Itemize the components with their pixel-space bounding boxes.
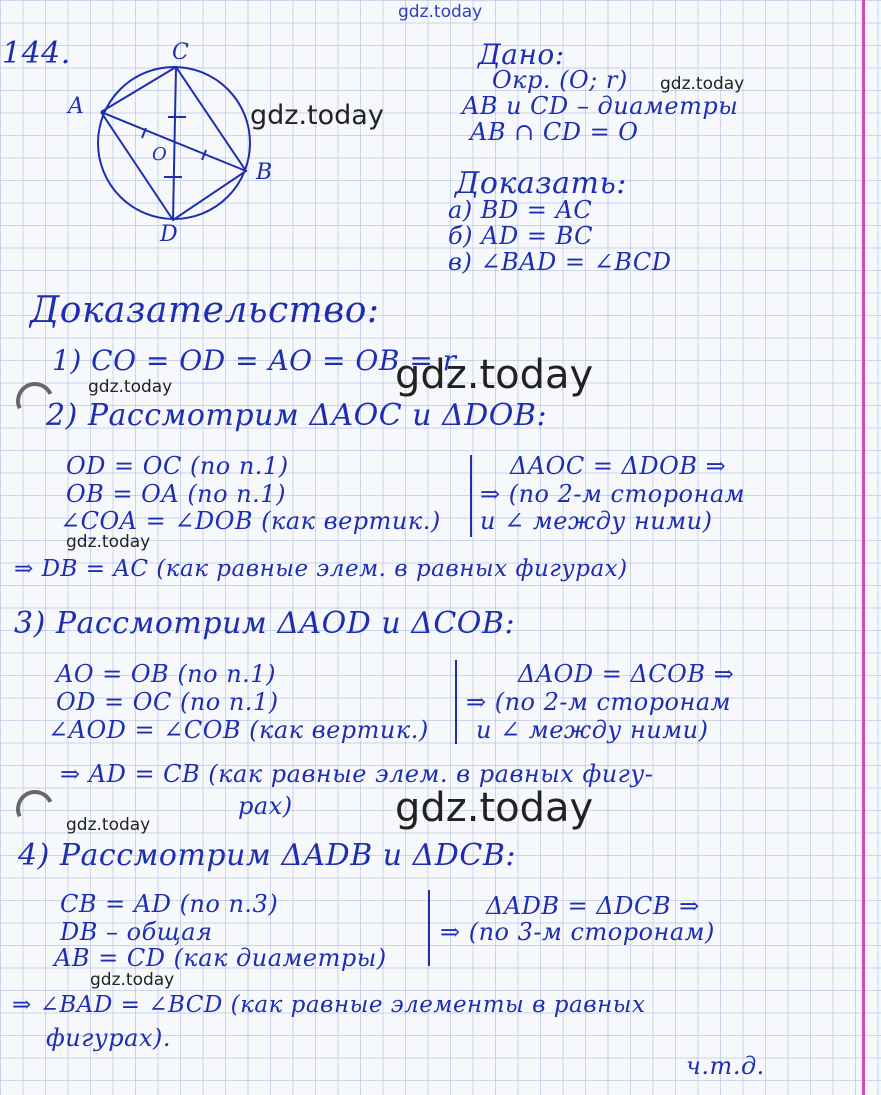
given-heading: Дано: — [478, 38, 565, 71]
brace — [455, 660, 457, 744]
step-4-left-line: DB – общая — [60, 918, 213, 946]
step-4-right-line: ΔADB = ΔDCB ⇒ — [486, 892, 700, 920]
prove-item: б) AD = BC — [448, 222, 594, 250]
step-3-conclusion: рах) — [238, 792, 293, 820]
step-2-left-line: OD = OC (по п.1) — [66, 452, 289, 480]
step-2-conclusion: ⇒ DB = AC (как равные элем. в равных фигурах) — [14, 556, 628, 582]
given-line: Окр. (O; r) — [492, 66, 628, 94]
step-2-right-line: ΔAOC = ΔDOB ⇒ — [510, 452, 727, 480]
step-3-right-line: ΔAOD = ΔCOB ⇒ — [518, 660, 735, 688]
step-4-left-line: AB = CD (как диаметры) — [54, 944, 387, 972]
step-4-conclusion: ⇒ ∠BAD = ∠BCD (как равные элементы в равных — [12, 992, 646, 1018]
problem-number: 144. — [2, 36, 71, 71]
proof-heading: Доказательство: — [30, 290, 380, 331]
step-2-right-line: ⇒ (по 2-м сторонам — [480, 480, 746, 508]
proof-step-3-title: 3) Рассмотрим ΔAOD и ΔCOB: — [14, 606, 516, 641]
step-3-left-line: OD = OC (по п.1) — [56, 688, 279, 716]
watermark: gdz.today — [90, 970, 175, 990]
step-4-left-line: CB = AD (по п.3) — [60, 890, 279, 918]
point-label-d: D — [160, 222, 179, 247]
step-4-right-line: ⇒ (по 3-м сторонам) — [440, 918, 715, 946]
given-line: AB и CD – диаметры — [462, 92, 739, 120]
step-4-conclusion: фигурах). — [46, 1024, 171, 1052]
watermark: gdz.today — [66, 815, 151, 835]
proof-step-4-title: 4) Рассмотрим ΔADB и ΔDCB: — [18, 838, 516, 873]
step-2-left-line: OB = OA (по п.1) — [66, 480, 286, 508]
step-2-right-line: и ∠ между ними) — [480, 507, 713, 535]
point-label-b: B — [256, 160, 273, 185]
prove-heading: Доказать: — [455, 166, 627, 201]
point-label-a: A — [68, 94, 85, 119]
prove-item: а) BD = AC — [448, 196, 593, 224]
step-3-right-line: и ∠ между ними) — [476, 716, 709, 744]
proof-step-1: 1) CO = OD = AO = OB = r — [52, 344, 457, 377]
proof-step-2-title: 2) Рассмотрим ΔAOC и ΔDOB: — [46, 398, 548, 433]
qed-mark: ч.т.д. — [686, 1052, 765, 1080]
prove-item: в) ∠BAD = ∠BCD — [448, 248, 672, 276]
point-label-o: O — [152, 144, 168, 165]
watermark: gdz.today — [398, 2, 483, 22]
watermark: gdz.today — [250, 100, 384, 131]
watermark: gdz.today — [395, 352, 594, 398]
given-line: AB ∩ CD = O — [470, 118, 639, 146]
step-3-left-line: ∠AOD = ∠COB (как вертик.) — [48, 716, 429, 744]
step-3-left-line: AO = OB (по п.1) — [56, 660, 276, 688]
brace — [428, 890, 430, 966]
point-label-c: C — [172, 40, 190, 65]
watermark: gdz.today — [660, 74, 745, 94]
diameter-cd — [173, 67, 176, 220]
brace — [470, 455, 472, 537]
step-3-right-line: ⇒ (по 2-м сторонам — [466, 688, 732, 716]
step-2-left-line: ∠COA = ∠DOB (как вертик.) — [60, 507, 441, 535]
watermark: gdz.today — [395, 785, 594, 831]
watermark: gdz.today — [66, 532, 151, 552]
watermark: gdz.today — [88, 377, 173, 397]
step-3-conclusion: ⇒ AD = CB (как равные элем. в равных фигу- — [60, 760, 654, 788]
